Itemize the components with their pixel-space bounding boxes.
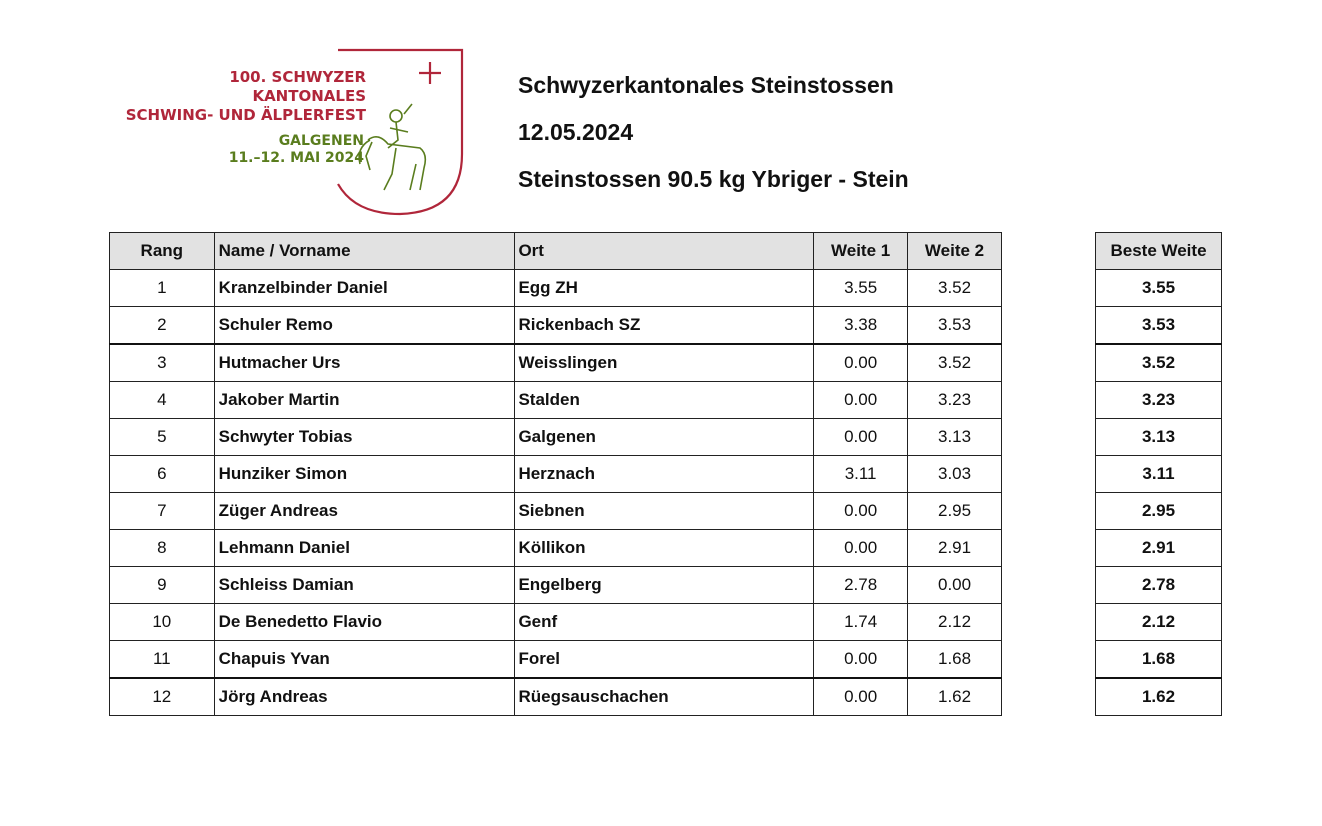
logo-line-1: 100. SCHWYZER	[229, 68, 366, 86]
best-row	[1096, 530, 1222, 567]
weite-1-cell: 0.00	[814, 419, 908, 456]
beste-weite-cell: 3.11	[1096, 456, 1222, 493]
table-row	[110, 493, 1002, 530]
results-header-row	[110, 233, 1002, 270]
beste-weite-cell: 3.13	[1096, 419, 1222, 456]
name-cell: Hunziker Simon	[214, 456, 515, 493]
col-ort: Ort	[515, 233, 814, 270]
name-cell: Kranzelbinder Daniel	[214, 270, 515, 307]
ort-cell: Engelberg	[515, 567, 814, 604]
beste-weite-cell: 3.23	[1096, 382, 1222, 419]
beste-weite-cell: 2.12	[1096, 604, 1222, 641]
table-row	[110, 641, 1002, 679]
weite-1-cell: 1.74	[814, 604, 908, 641]
best-row	[1096, 678, 1222, 716]
beste-weite-cell: 2.91	[1096, 530, 1222, 567]
best-row	[1096, 604, 1222, 641]
best-row	[1096, 419, 1222, 456]
weite-1-cell: 2.78	[814, 567, 908, 604]
best-row	[1096, 382, 1222, 419]
best-row	[1096, 456, 1222, 493]
beste-weite-cell: 3.53	[1096, 307, 1222, 345]
weite-1-cell: 0.00	[814, 678, 908, 716]
name-cell: Chapuis Yvan	[214, 641, 515, 679]
ort-cell: Siebnen	[515, 493, 814, 530]
best-row	[1096, 567, 1222, 604]
ort-cell: Galgenen	[515, 419, 814, 456]
weite-1-cell: 0.00	[814, 493, 908, 530]
table-row	[110, 382, 1002, 419]
name-cell: Jakober Martin	[214, 382, 515, 419]
weite-2-cell: 0.00	[908, 567, 1002, 604]
weite-2-cell: 3.03	[908, 456, 1002, 493]
weite-1-cell: 3.38	[814, 307, 908, 345]
weite-2-cell: 2.95	[908, 493, 1002, 530]
col-name: Name / Vorname	[214, 233, 515, 270]
best-distance-table	[1095, 232, 1222, 716]
rang-cell: 6	[110, 456, 215, 493]
name-cell: Schuler Remo	[214, 307, 515, 345]
weite-1-cell: 0.00	[814, 641, 908, 679]
event-logo	[120, 44, 470, 220]
rang-cell: 4	[110, 382, 215, 419]
results-table	[109, 232, 1002, 716]
weite-2-cell: 3.52	[908, 344, 1002, 382]
best-row	[1096, 270, 1222, 307]
name-cell: Hutmacher Urs	[214, 344, 515, 382]
table-row	[110, 567, 1002, 604]
ort-cell: Rickenbach SZ	[515, 307, 814, 345]
name-cell: De Benedetto Flavio	[214, 604, 515, 641]
table-row	[110, 270, 1002, 307]
document-date: 12.05.2024	[518, 119, 634, 145]
rang-cell: 11	[110, 641, 215, 679]
weite-1-cell: 0.00	[814, 530, 908, 567]
best-header-row	[1096, 233, 1222, 270]
weite-2-cell: 1.68	[908, 641, 1002, 679]
table-row	[110, 307, 1002, 345]
table-row	[110, 604, 1002, 641]
beste-weite-cell: 2.78	[1096, 567, 1222, 604]
document-title: Schwyzerkantonales Steinstossen	[518, 72, 894, 98]
ort-cell: Egg ZH	[515, 270, 814, 307]
ort-cell: Weisslingen	[515, 344, 814, 382]
rang-cell: 9	[110, 567, 215, 604]
beste-weite-cell: 2.95	[1096, 493, 1222, 530]
name-cell: Jörg Andreas	[214, 678, 515, 716]
name-cell: Züger Andreas	[214, 493, 515, 530]
col-rang: Rang	[110, 233, 215, 270]
table-row	[110, 456, 1002, 493]
weite-2-cell: 3.52	[908, 270, 1002, 307]
best-row	[1096, 307, 1222, 345]
weite-1-cell: 3.11	[814, 456, 908, 493]
rider-icon	[359, 104, 425, 190]
weite-2-cell: 2.12	[908, 604, 1002, 641]
ort-cell: Stalden	[515, 382, 814, 419]
beste-weite-cell: 3.55	[1096, 270, 1222, 307]
weite-1-cell: 3.55	[814, 270, 908, 307]
logo-line-2: KANTONALES	[252, 87, 366, 105]
rang-cell: 1	[110, 270, 215, 307]
table-row	[110, 678, 1002, 716]
ort-cell: Rüegsauschachen	[515, 678, 814, 716]
logo-line-5: 11.–12. MAI 2024	[228, 150, 364, 166]
col-beste-weite: Beste Weite	[1096, 233, 1222, 270]
beste-weite-cell: 3.52	[1096, 344, 1222, 382]
table-row	[110, 344, 1002, 382]
weite-2-cell: 3.23	[908, 382, 1002, 419]
weite-1-cell: 0.00	[814, 344, 908, 382]
weite-2-cell: 3.53	[908, 307, 1002, 345]
rang-cell: 7	[110, 493, 215, 530]
rang-cell: 3	[110, 344, 215, 382]
table-row	[110, 530, 1002, 567]
best-row	[1096, 493, 1222, 530]
col-weite-1: Weite 1	[814, 233, 908, 270]
name-cell: Schleiss Damian	[214, 567, 515, 604]
beste-weite-cell: 1.62	[1096, 678, 1222, 716]
logo-line-4: GALGENEN	[278, 133, 364, 149]
document-subtitle: Steinstossen 90.5 kg Ybriger - Stein	[518, 166, 909, 192]
col-weite-2: Weite 2	[908, 233, 1002, 270]
ort-cell: Forel	[515, 641, 814, 679]
ort-cell: Herznach	[515, 456, 814, 493]
name-cell: Lehmann Daniel	[214, 530, 515, 567]
document-header	[518, 68, 909, 209]
weite-2-cell: 2.91	[908, 530, 1002, 567]
weite-2-cell: 1.62	[908, 678, 1002, 716]
best-row	[1096, 344, 1222, 382]
table-row	[110, 419, 1002, 456]
ort-cell: Köllikon	[515, 530, 814, 567]
name-cell: Schwyter Tobias	[214, 419, 515, 456]
rang-cell: 5	[110, 419, 215, 456]
logo-line-3: SCHWING- UND ÄLPLERFEST	[125, 106, 366, 124]
rang-cell: 8	[110, 530, 215, 567]
weite-2-cell: 3.13	[908, 419, 1002, 456]
weite-1-cell: 0.00	[814, 382, 908, 419]
ort-cell: Genf	[515, 604, 814, 641]
rang-cell: 2	[110, 307, 215, 345]
best-row	[1096, 641, 1222, 679]
beste-weite-cell: 1.68	[1096, 641, 1222, 679]
rang-cell: 12	[110, 678, 215, 716]
rang-cell: 10	[110, 604, 215, 641]
